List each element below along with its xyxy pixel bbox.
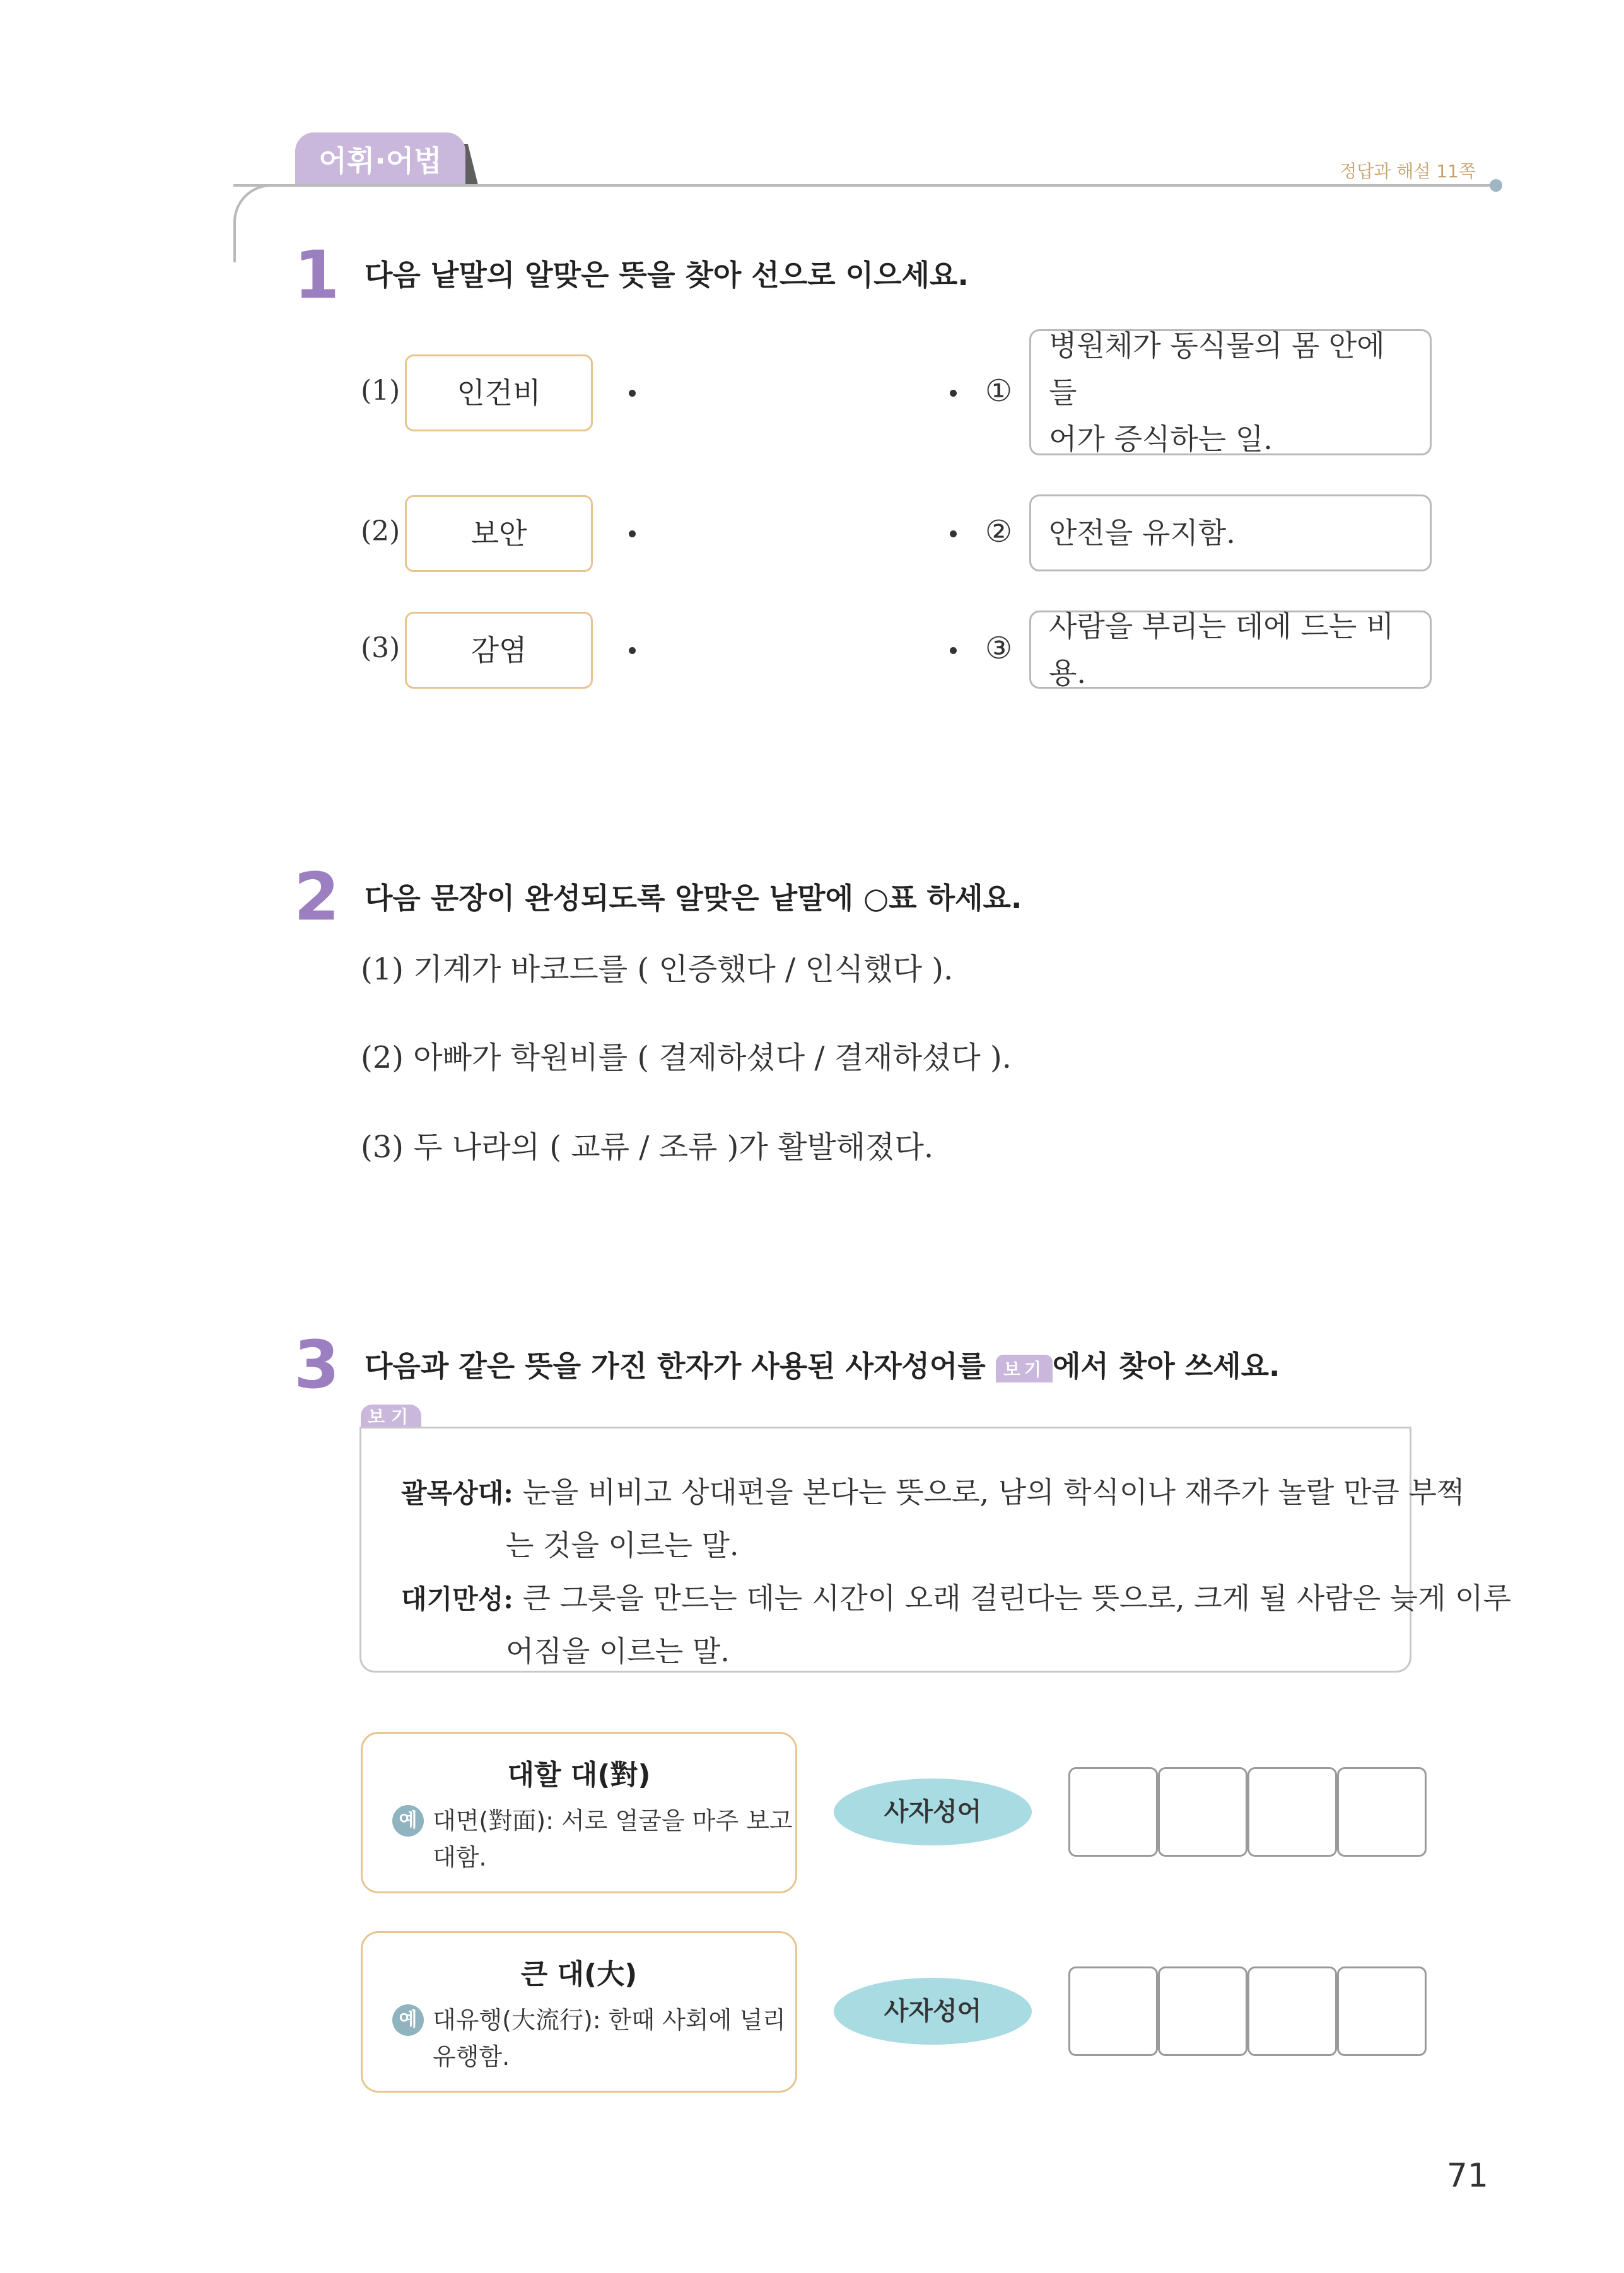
q1-definition-1-line-2: 어가 증식하는 일. xyxy=(1049,422,1273,456)
bogi-entry-1 xyxy=(401,1466,1464,1520)
answer-cell-2-4[interactable] xyxy=(1337,1966,1427,2056)
question-2-number: 2 xyxy=(294,858,340,935)
q1-def-mark-3: ③ xyxy=(985,631,1013,666)
q1-definition-1-line-1: 병원체가 동식물의 몸 안에 들 xyxy=(1049,329,1385,409)
bogi-entry-2-line-1: 큰 그릇을 만드는 데는 시간이 오래 걸린다는 뜻으로, 크게 될 사람은 늦게 이루 xyxy=(522,1581,1512,1615)
answer-cell-2-1[interactable] xyxy=(1068,1966,1158,2056)
header-dot xyxy=(1490,179,1502,192)
hanja-card-2-example-line-2: 유행함. xyxy=(433,2043,510,2071)
q1-definition-2[interactable] xyxy=(1029,494,1432,571)
answer-cell-2-2[interactable] xyxy=(1158,1966,1247,2056)
page-number: 71 xyxy=(1446,2157,1488,2195)
hanja-card-2-title: 큰 대(大) xyxy=(520,1958,638,1990)
q1-connect-dot-left-1[interactable] xyxy=(629,390,636,397)
bogi-entry-1-line-1: 눈을 비비고 상대편을 본다는 뜻으로, 남의 학식이나 재주가 놀랄 만큼 부쩍 xyxy=(522,1475,1465,1509)
bogi-term-2: 대기만성: xyxy=(401,1584,513,1615)
question-2-instruction: 다음 문장이 완성되도록 알맞은 낱말에 ○표 하세요. xyxy=(365,881,1022,915)
q1-item-num-2: (2) xyxy=(361,515,400,547)
bogi-entry-2 xyxy=(401,1572,1511,1626)
q2-sentence-1[interactable]: (1) 기계가 바코드를 ( 인증했다 / 인식했다 ). xyxy=(361,952,954,987)
q1-word-1[interactable]: 인건비 xyxy=(405,354,593,431)
hanja-card-1-example-line-1: 대면(對面): 서로 얼굴을 마주 보고 xyxy=(433,1807,793,1835)
q1-word-3[interactable]: 감염 xyxy=(405,612,593,689)
q3-instruction-before: 다음과 같은 뜻을 가진 한자가 사용된 사자성어를 xyxy=(365,1349,986,1383)
q1-definition-3-line-1: 사람을 부리는 데에 드는 비용. xyxy=(1049,609,1394,690)
answer-cell-1-2[interactable] xyxy=(1158,1767,1247,1857)
example-badge-2: 예 xyxy=(392,2004,424,2036)
q1-def-mark-2: ② xyxy=(985,514,1013,549)
q1-definition-3[interactable] xyxy=(1029,611,1432,689)
bogi-tab: 보기 xyxy=(361,1405,421,1427)
q1-connect-dot-left-3[interactable] xyxy=(629,647,636,654)
q1-connect-dot-right-2[interactable] xyxy=(950,530,957,537)
idiom-oval-2: 사자성어 xyxy=(834,1978,1032,2045)
q1-definition-1[interactable] xyxy=(1029,329,1432,455)
answer-cell-1-1[interactable] xyxy=(1068,1767,1158,1857)
q2-sentence-2[interactable]: (2) 아빠가 학원비를 ( 결제하셨다 / 결재하셨다 ). xyxy=(361,1040,1012,1075)
bogi-inline-label: 보기 xyxy=(996,1355,1053,1382)
bogi-entry-2-line-2: 어짐을 이르는 말. xyxy=(506,1634,730,1668)
q2-sentence-3[interactable]: (3) 두 나라의 ( 교류 / 조류 )가 활발해졌다. xyxy=(361,1130,934,1165)
q1-connect-dot-left-2[interactable] xyxy=(629,530,636,537)
hanja-card-2-example-line-1: 대유행(大流行): 한때 사회에 널리 xyxy=(433,2006,786,2034)
q1-item-num-1: (1) xyxy=(361,375,400,407)
question-1-instruction: 다음 낱말의 알맞은 뜻을 찾아 선으로 이으세요. xyxy=(365,258,969,292)
q1-word-2[interactable]: 보안 xyxy=(405,495,593,572)
bogi-term-1: 괄목상대: xyxy=(401,1478,513,1509)
question-3-instruction xyxy=(365,1343,1280,1385)
bogi-entry-1-line-2: 는 것을 이르는 말. xyxy=(506,1528,739,1562)
q1-def-mark-1: ① xyxy=(985,373,1013,409)
q1-connect-dot-right-1[interactable] xyxy=(950,390,957,397)
hanja-card-1-title: 대할 대(對) xyxy=(507,1759,651,1791)
section-tab: 어휘·어법 xyxy=(295,132,465,185)
question-3-number: 3 xyxy=(294,1326,340,1403)
header-divider xyxy=(233,184,1495,187)
q1-connect-dot-right-3[interactable] xyxy=(950,647,957,654)
answer-cell-1-4[interactable] xyxy=(1337,1767,1427,1857)
q1-definition-2-line-1: 안전을 유지함. xyxy=(1049,516,1236,550)
example-badge-1: 예 xyxy=(392,1805,424,1837)
idiom-oval-1: 사자성어 xyxy=(834,1779,1032,1845)
q3-instruction-after: 에서 찾아 쓰세요. xyxy=(1052,1349,1280,1383)
answer-cell-1-3[interactable] xyxy=(1247,1767,1337,1857)
hanja-card-1-example-line-2: 대함. xyxy=(433,1844,487,1871)
answer-reference: 정답과 해설 11쪽 xyxy=(1340,161,1476,182)
q1-item-num-3: (3) xyxy=(361,632,400,664)
answer-cell-2-3[interactable] xyxy=(1247,1966,1337,2056)
header-curve-line xyxy=(233,184,286,262)
question-1-number: 1 xyxy=(294,237,340,313)
